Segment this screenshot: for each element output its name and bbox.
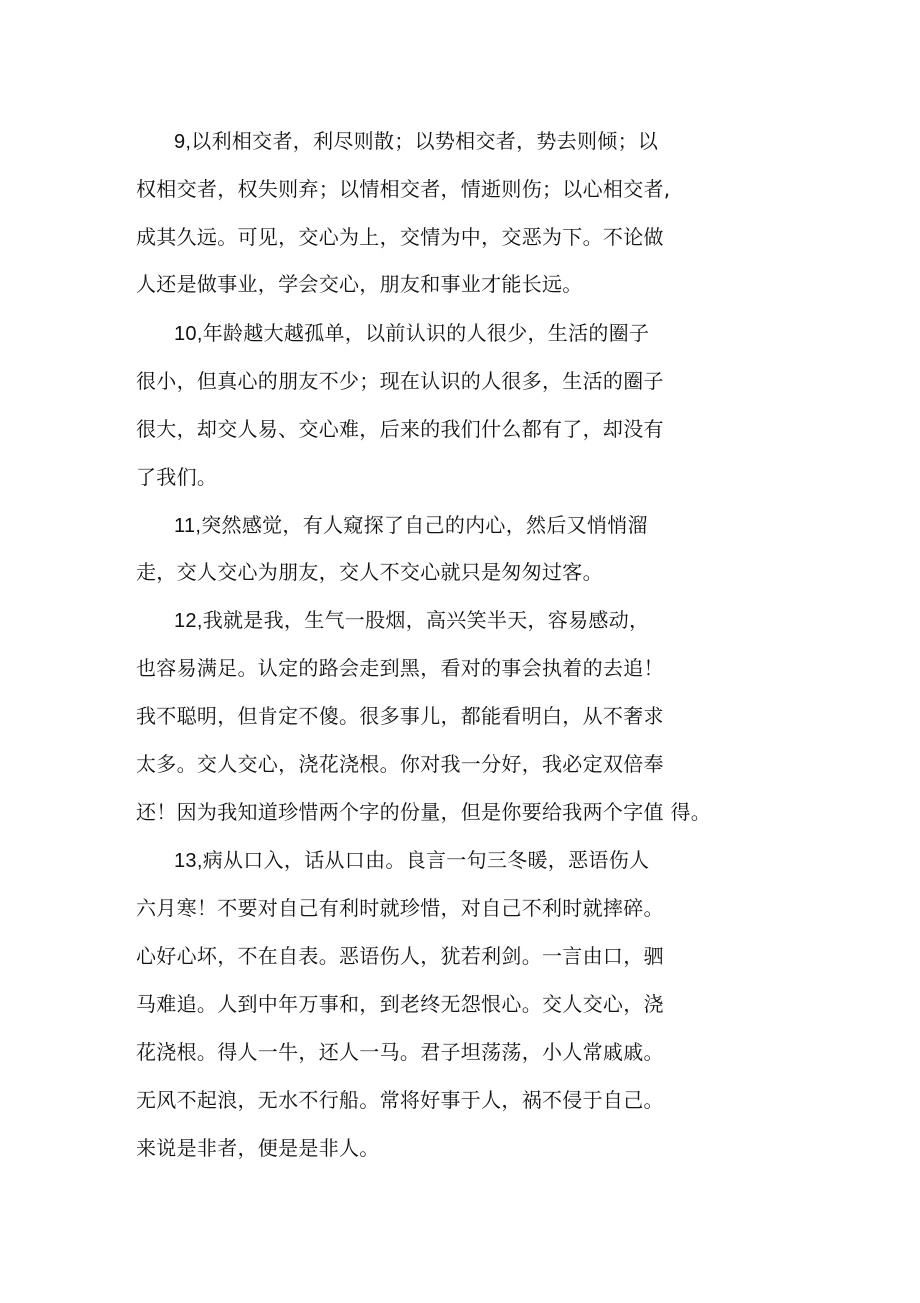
paragraph-text: 以利相交者，利尽则散；以势相交者，势去则倾；以	[191, 129, 659, 153]
paragraph-9-line-1	[174, 126, 658, 156]
paragraph-12-line-5: 还！因为我知道珍惜两个字的份量，但是你要给我两个字值 得。	[136, 800, 712, 824]
paragraph-number: 10,	[174, 323, 203, 345]
paragraph-13-line-6: 无风不起浪，无水不行船。常将好事于人，祸不侵于自己。	[136, 1088, 664, 1112]
paragraph-13-line-4: 马难追。人到中年万事和，到老终无怨恨心。交人交心，浇	[136, 992, 664, 1016]
paragraph-13-line-2: 六月寒！不要对自己有利时就珍惜，对自己不利时就摔碎。	[136, 896, 664, 920]
paragraph-9-line-4: 人还是做事业，学会交心，朋友和事业才能长远。	[136, 272, 583, 296]
paragraph-13-line-5: 花浇根。得人一牛，还人一马。君子坦荡荡，小人常戚戚。	[136, 1040, 664, 1064]
paragraph-number: 11,	[174, 515, 202, 537]
paragraph-9-line-2: 权相交者，权失则弃；以情相交者，情逝则伤；以心相交者,	[136, 177, 671, 201]
paragraph-11-line-1	[174, 510, 648, 540]
paragraph-text: 病从口入，话从口由。良言一句三冬暖，恶语伤人	[202, 848, 650, 872]
paragraph-number: 13,	[174, 850, 203, 872]
paragraph-12-line-4: 太多。交人交心，浇花浇根。你对我一分好，我必定双倍奉	[136, 752, 664, 776]
paragraph-10-line-1	[174, 318, 649, 348]
paragraph-10-line-3: 很大，却交人易、交心难，后来的我们什么都有了，却没有	[136, 417, 664, 441]
paragraph-text: 年龄越大越孤单，以前认识的人很少，生活的圈子	[202, 321, 650, 345]
paragraph-12-line-2: 也容易满足。认定的路会走到黑，看对的事会执着的去追！	[136, 656, 664, 680]
paragraph-9-line-3: 成其久远。可见，交心为上，交情为中，交恶为下。不论做	[136, 225, 664, 249]
paragraph-13-line-7: 来说是非者，便是是非人。	[136, 1136, 380, 1160]
paragraph-10-line-4: 了我们。	[136, 465, 218, 489]
paragraph-12-line-1	[174, 605, 649, 635]
paragraph-number: 12,	[174, 610, 203, 632]
paragraph-number: 9,	[174, 131, 192, 153]
paragraph-text: 我就是我，生气一股烟，高兴笑半天，容易感动，	[202, 608, 650, 632]
paragraph-13-line-3: 心好心坏，不在自表。恶语伤人，犹若利剑。一言由口，驷	[136, 944, 664, 968]
paragraph-12-line-3: 我不聪明，但肯定不傻。很多事儿，都能看明白，从不奢求	[136, 704, 664, 728]
paragraph-text: 突然感觉，有人窥探了自己的内心，然后又悄悄溜	[201, 513, 648, 537]
paragraph-11-line-2: 走，交人交心为朋友，交人不交心就只是匆匆过客。	[136, 560, 603, 584]
paragraph-13-line-1	[174, 845, 649, 875]
paragraph-10-line-2: 很小，但真心的朋友不少；现在认识的人很多，生活的圈子	[136, 369, 664, 393]
